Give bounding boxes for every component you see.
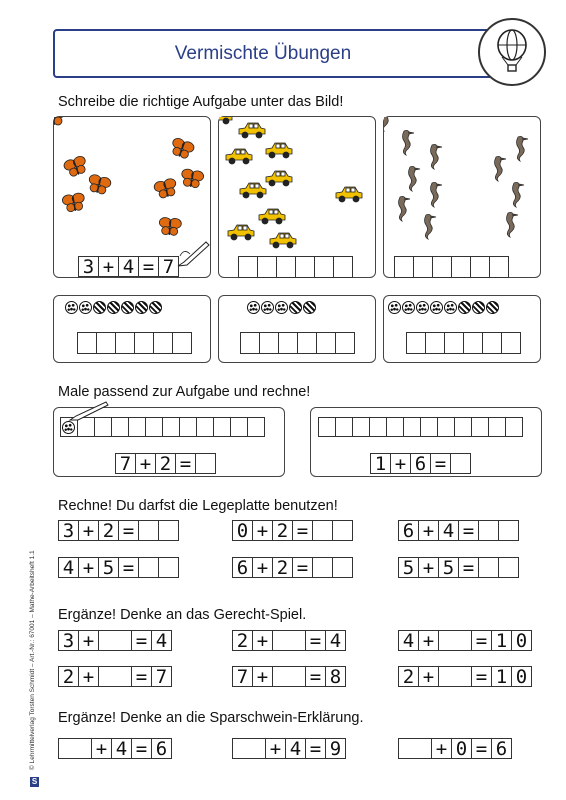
equation-row[interactable]: [398, 630, 532, 651]
equation-cell: =: [131, 738, 152, 759]
equation-cell: =: [292, 520, 313, 541]
equation-cell: =: [292, 557, 313, 578]
equation-cell: 4: [285, 738, 306, 759]
equation-cell: +: [91, 738, 112, 759]
task2-equation-1[interactable]: [115, 453, 216, 474]
balloon-badge: [478, 18, 546, 86]
equation-cell: 2: [58, 666, 79, 687]
equation-cell: =: [430, 453, 451, 474]
equation-cell: 4: [58, 557, 79, 578]
hot-air-balloon-icon: [480, 20, 544, 84]
equation-cell: 2: [232, 630, 253, 651]
equation-cell: =: [131, 630, 152, 651]
equation-cell: =: [131, 666, 152, 687]
bead-row-1: [65, 301, 162, 314]
answer-cell: 3: [78, 256, 99, 277]
equation-row[interactable]: [398, 738, 512, 759]
striped-bead: [458, 301, 471, 314]
answer-cell[interactable]: [98, 666, 132, 687]
answer-cell[interactable]: [332, 520, 353, 541]
answer-cell[interactable]: [312, 557, 333, 578]
equation-row[interactable]: [58, 666, 172, 687]
striped-bead: [472, 301, 485, 314]
equation-cell: 2: [98, 520, 119, 541]
equation-row[interactable]: [398, 557, 519, 578]
striped-bead: [107, 301, 120, 314]
striped-bead: [486, 301, 499, 314]
equation-cell: =: [305, 738, 326, 759]
result-cell[interactable]: [195, 453, 216, 474]
striped-bead: [149, 301, 162, 314]
equation-cell: 4: [398, 630, 419, 651]
dotted-bead: [261, 301, 274, 314]
answer-cell[interactable]: [138, 557, 159, 578]
striped-bead: [135, 301, 148, 314]
equation-cell: +: [252, 520, 273, 541]
dotted-bead: [388, 301, 401, 314]
bead-answer-row-2[interactable]: [240, 332, 355, 354]
equation-cell: 0: [232, 520, 253, 541]
equation-row[interactable]: [232, 666, 346, 687]
draw-strip-2[interactable]: [318, 417, 523, 437]
equation-cell: 5: [398, 557, 419, 578]
equation-cell: =: [471, 666, 492, 687]
equation-cell: +: [418, 557, 439, 578]
equation-cell: 6: [151, 738, 172, 759]
answer-cell[interactable]: [272, 630, 306, 651]
equation-row[interactable]: [58, 557, 179, 578]
equation-cell: 4: [438, 520, 459, 541]
equation-cell: 4: [111, 738, 132, 759]
equation-row[interactable]: [232, 630, 346, 651]
dotted-bead: [402, 301, 415, 314]
equation-cell: =: [118, 557, 139, 578]
equation-cell: +: [252, 666, 273, 687]
answer-cell: 4: [118, 256, 139, 277]
answer-cell[interactable]: [158, 557, 179, 578]
task1-heading: Schreibe die richtige Aufgabe unter das Bild!: [58, 94, 344, 110]
striped-bead: [303, 301, 316, 314]
equation-cell: 2: [272, 557, 293, 578]
equation-cell: =: [305, 666, 326, 687]
dotted-bead: [430, 301, 443, 314]
task5-heading: Ergänze! Denke an die Sparschwein-Erklärung.: [58, 710, 364, 726]
answer-cell[interactable]: [438, 630, 472, 651]
equation-cell: 1: [491, 630, 512, 651]
equation-row[interactable]: [58, 630, 172, 651]
equation-cell: 7: [232, 666, 253, 687]
equation-cell: +: [390, 453, 411, 474]
equation-cell: =: [471, 738, 492, 759]
equation-cell: 9: [325, 738, 346, 759]
answer-cell[interactable]: [98, 630, 132, 651]
bead-answer-row-1[interactable]: [77, 332, 192, 354]
equation-cell: 6: [491, 738, 512, 759]
equation-cell: 2: [155, 453, 176, 474]
result-cell[interactable]: [450, 453, 471, 474]
answer-cell[interactable]: [478, 557, 499, 578]
equation-cell: +: [252, 630, 273, 651]
striped-bead: [121, 301, 134, 314]
pencil-icon: [176, 238, 210, 270]
dotted-bead: [416, 301, 429, 314]
striped-bead: [289, 301, 302, 314]
equation-cell: +: [265, 738, 286, 759]
dotted-bead: [247, 301, 260, 314]
equation-row[interactable]: [398, 520, 519, 541]
page-title: Vermischte Übungen: [174, 43, 352, 64]
equation-cell: +: [418, 666, 439, 687]
equation-cell: +: [252, 557, 273, 578]
answer-cell[interactable]: [158, 520, 179, 541]
dotted-bead: [444, 301, 457, 314]
equation-cell: 1: [370, 453, 391, 474]
equation-cell: 5: [98, 557, 119, 578]
equation-cell: +: [135, 453, 156, 474]
equation-cell: 6: [232, 557, 253, 578]
answer-cell[interactable]: [438, 666, 472, 687]
task3-heading: Rechne! Du darfst die Legeplatte benutzen!: [58, 498, 338, 514]
equation-cell: 3: [58, 520, 79, 541]
cars-illustration: [219, 117, 374, 275]
equation-cell: 0: [451, 738, 472, 759]
answer-cell: +: [98, 256, 119, 277]
equation-cell: =: [458, 557, 479, 578]
answer-cell[interactable]: [138, 520, 159, 541]
equation-cell: 4: [325, 630, 346, 651]
equation-cell: +: [78, 666, 99, 687]
equation-cell: 6: [398, 520, 419, 541]
copyright-side-text: © Lehrmittelverlag Torsten Schmidt – Art.-Nr.: 67001 – Mathe-Arbeitsheft 1.1: [29, 550, 36, 770]
equation-row[interactable]: [232, 520, 353, 541]
task1-empty-row-seahorses[interactable]: [394, 256, 509, 278]
answer-cell[interactable]: [498, 520, 519, 541]
answer-cell[interactable]: [312, 520, 333, 541]
equation-cell: 0: [511, 630, 532, 651]
equation-cell: 2: [272, 520, 293, 541]
equation-cell: 7: [151, 666, 172, 687]
equation-cell: 5: [438, 557, 459, 578]
equation-cell: 8: [325, 666, 346, 687]
equation-cell: +: [418, 520, 439, 541]
answer-cell[interactable]: [478, 520, 499, 541]
equation-cell: 6: [410, 453, 431, 474]
equation-cell: 3: [58, 630, 79, 651]
equation-cell: 7: [115, 453, 136, 474]
task2-heading: Male passend zur Aufgabe und rechne!: [58, 384, 311, 400]
equation-cell: =: [118, 520, 139, 541]
answer-cell: =: [138, 256, 159, 277]
equation-cell: 1: [491, 666, 512, 687]
bead-row-3: [388, 301, 499, 314]
bead-answer-row-3[interactable]: [406, 332, 521, 354]
answer-cell[interactable]: [232, 738, 266, 759]
answer-cell[interactable]: [398, 738, 432, 759]
seahorses-illustration: [384, 117, 539, 275]
task2-equation-2[interactable]: [370, 453, 471, 474]
bead-row-2: [247, 301, 316, 314]
equation-cell: +: [78, 630, 99, 651]
equation-cell: 2: [398, 666, 419, 687]
equation-cell: =: [458, 520, 479, 541]
equation-cell: 4: [151, 630, 172, 651]
equation-row[interactable]: [232, 557, 353, 578]
answer-cell[interactable]: [272, 666, 306, 687]
dotted-bead: [65, 301, 78, 314]
equation-cell: =: [175, 453, 196, 474]
dotted-bead: [275, 301, 288, 314]
equation-cell: +: [418, 630, 439, 651]
equation-row[interactable]: [398, 666, 532, 687]
equation-cell: 0: [511, 666, 532, 687]
equation-cell: =: [305, 630, 326, 651]
answer-cell[interactable]: [332, 557, 353, 578]
equation-cell: +: [78, 557, 99, 578]
task4-heading: Ergänze! Denke an das Gerecht-Spiel.: [58, 607, 307, 623]
answer-cell[interactable]: [498, 557, 519, 578]
equation-cell: +: [431, 738, 452, 759]
equation-row[interactable]: [58, 738, 172, 759]
pencil-icon: [66, 400, 110, 424]
equation-cell: =: [471, 630, 492, 651]
equation-row[interactable]: [58, 520, 179, 541]
answer-cell: 7: [158, 256, 179, 277]
task1-empty-row-cars[interactable]: [238, 256, 353, 278]
task1-answer-row: [78, 256, 179, 277]
publisher-logo: S: [31, 777, 38, 786]
picture-panel-seahorses: [383, 116, 541, 278]
answer-cell[interactable]: [58, 738, 92, 759]
striped-bead: [93, 301, 106, 314]
dotted-bead: [79, 301, 92, 314]
equation-cell: +: [78, 520, 99, 541]
picture-panel-cars: [218, 116, 376, 278]
equation-row[interactable]: [232, 738, 346, 759]
